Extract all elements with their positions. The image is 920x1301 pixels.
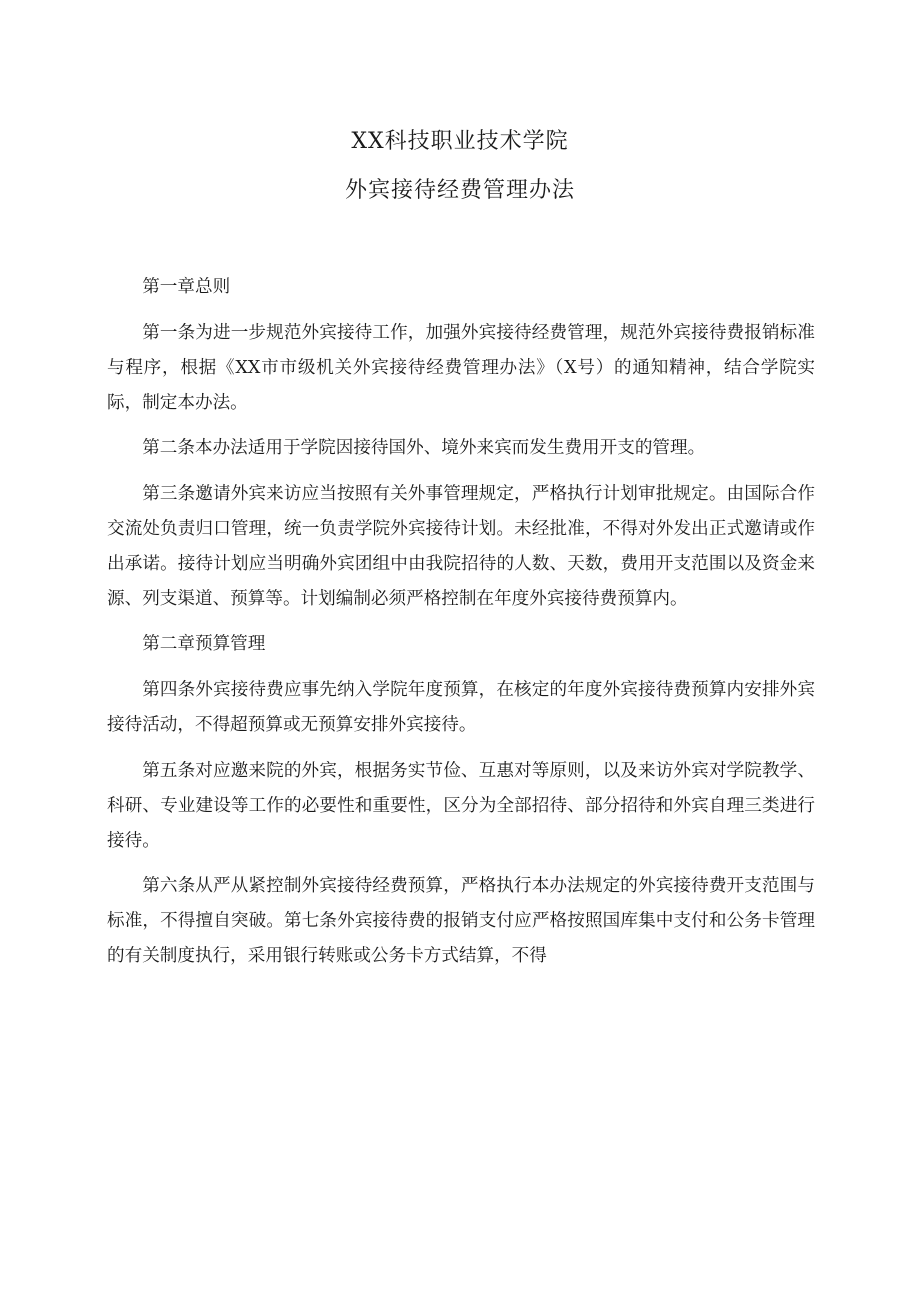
article-paragraph: 第六条从严从紧控制外宾接待经费预算，严格执行本办法规定的外宾接待费开支范围与标准，不得擅自突破。第七条外宾接待费的报销支付应严格按照国库集中支付和公务卡管理的有关制度执行，采用银行转账或公务卡方式结算，不得 [107, 876, 815, 967]
document-title-institution: XX科技职业技术学院 [351, 129, 569, 154]
article-paragraph: 第四条外宾接待费应事先纳入学院年度预算，在核定的年度外宾接待费预算内安排外宾接待活动，不得超预算或无预算安排外宾接待。 [107, 679, 815, 735]
chapter-heading: 第一章总则 [142, 277, 231, 297]
article-paragraph: 第三条邀请外宾来访应当按照有关外事管理规定，严格执行计划审批规定。由国际合作交流处负责归口管理，统一负责学院外宾接待计划。未经批准，不得对外发出正式邀请或作出承诺。接待计划应当明确外宾团组中由我院招待的人数、天数，费用开支范围以及资金来源、列支渠道、预算等。计划编制必须严格控制在年度外宾接待费预算内。 [107, 483, 815, 609]
document-title-regulation: 外宾接待经费管理办法 [344, 178, 575, 203]
article-paragraph: 第五条对应邀来院的外宾，根据务实节俭、互惠对等原则，以及来访外宾对学院教学、科研、专业建设等工作的必要性和重要性，区分为全部招待、部分招待和外宾自理三类进行接待。 [107, 760, 815, 851]
document-body [107, 270, 815, 985]
chapter-heading: 第二章预算管理 [142, 634, 266, 655]
article-paragraph: 第一条为进一步规范外宾接待工作，加强外宾接待经费管理，规范外宾接待费报销标准与程序，根据《XX市市级机关外宾接待经费管理办法》（X号）的通知精神，结合学院实际，制定本办法。 [107, 322, 815, 413]
article-paragraph: 第二条本办法适用于学院因接待国外、境外来宾而发生费用开支的管理。 [142, 438, 706, 459]
